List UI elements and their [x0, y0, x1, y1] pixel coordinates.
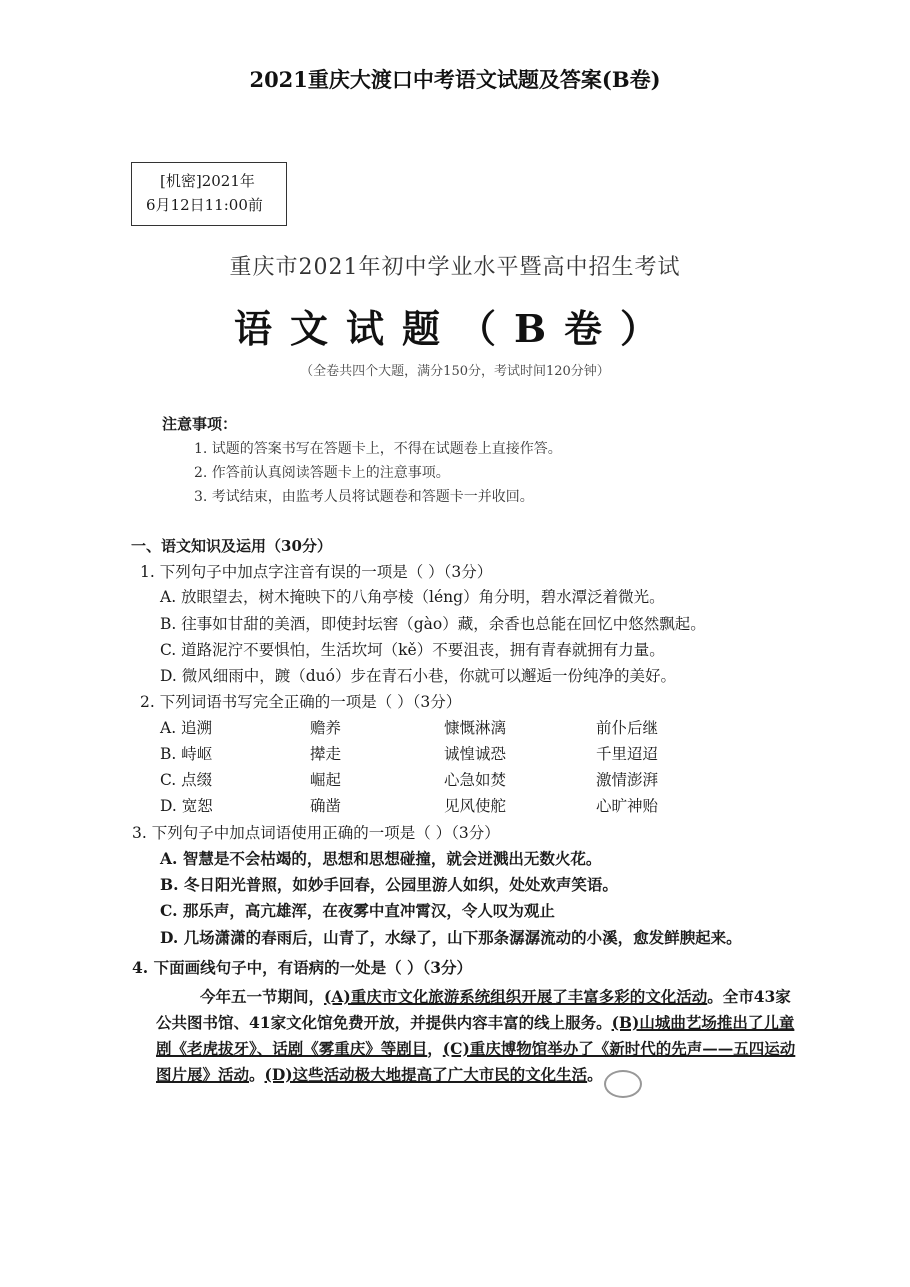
question-2-word: 慷慨淋漓	[444, 719, 507, 737]
question-2-word: 崛起	[310, 771, 342, 789]
passage-text: 。	[249, 1065, 265, 1084]
question-2-word: 千里迢迢	[596, 745, 659, 763]
question-2-word: C. 点缀	[160, 771, 213, 789]
question-3-option-b: B. 冬日阳光普照，如妙手回春，公园里游人如织，处处欢声笑语。	[160, 875, 618, 894]
underlined-sentence-a: (A)重庆市文化旅游系统组织开展了丰富多彩的文化活动	[324, 987, 708, 1006]
question-2-word: A. 追溯	[160, 719, 213, 737]
question-1-option-c: C. 道路泥泞不要惧怕，生活坎坷（kě）不要沮丧，拥有青春就拥有力量。	[160, 641, 665, 659]
question-2-word: 诚惶诚恐	[444, 745, 507, 763]
passage-text: 。	[587, 1065, 603, 1084]
question-3-option-a: A. 智慧是不会枯竭的，思想和思想碰撞，就会迸溅出无数火花。	[160, 849, 602, 868]
passage-text: 今年五一节期间，	[200, 987, 325, 1006]
question-3-option-c: C. 那乐声，高亢雄浑，在夜雾中直冲霄汉，令人叹为观止	[160, 901, 555, 920]
question-1-stem: 1. 下列句子中加点字注音有误的一项是（ ）（3分）	[140, 563, 493, 581]
question-4-passage	[156, 984, 796, 1088]
passage-text: ，	[427, 1039, 443, 1058]
question-2-stem: 2. 下列词语书写完全正确的一项是（ ）（3分）	[140, 693, 462, 711]
question-2-word: 撵走	[310, 745, 342, 763]
note-item: 2. 作答前认真阅读答题卡上的注意事项。	[194, 465, 450, 481]
underlined-sentence-c: (C)重庆博物馆举办了《新时代的先声——五四运动图片展》活动	[156, 1039, 796, 1084]
question-4-stem: 4. 下面画线句子中，有语病的一处是（ ）（3分）	[132, 958, 473, 977]
note-item: 3. 考试结束，由监考人员将试题卷和答题卡一并收回。	[194, 489, 534, 505]
question-2-word: 见风使舵	[444, 797, 507, 815]
question-2-word: 心旷神贻	[596, 797, 659, 815]
pen-circle-mark	[604, 1070, 642, 1098]
notes-heading: 注意事项：	[162, 415, 238, 433]
confidential-line-2: 6月12日11:00前	[146, 196, 263, 214]
underlined-sentence-d: (D)这些活动极大地提高了广大市民的文化生活	[264, 1065, 588, 1084]
question-1-option-a: A. 放眼望去，树木掩映下的八角亭棱（léng）角分明，碧水潭泛着微光。	[160, 588, 665, 606]
question-3-stem: 3. 下列句子中加点词语使用正确的一项是（ ）（3分）	[132, 824, 500, 842]
confidential-line-1: [机密]2021年	[160, 172, 255, 190]
question-2-word: 赡养	[310, 719, 342, 737]
note-item: 1. 试题的答案书写在答题卡上，不得在试题卷上直接作答。	[194, 441, 562, 457]
question-2-word: 激情澎湃	[596, 771, 659, 789]
question-2-word: 确凿	[310, 797, 342, 815]
question-1-option-d: D. 微风细雨中，踱（duó）步在青石小巷，你就可以邂逅一份纯净的美好。	[160, 667, 676, 685]
question-2-word: 心急如焚	[444, 771, 507, 789]
question-2-word: B. 峙岖	[160, 745, 213, 763]
question-2-word: D. 宽恕	[160, 797, 213, 815]
question-3-option-d: D. 几场潇潇的春雨后，山青了，水绿了，山下那条潺潺流动的小溪，愈发鲜腴起来。	[160, 928, 742, 947]
question-1-option-b: B. 往事如甘甜的美酒，即使封坛窖（gào）藏，余香也总能在回忆中悠然飘起。	[160, 615, 706, 633]
exam-name: 重庆市2021年初中学业水平暨高中招生考试	[229, 255, 681, 280]
section-heading: 一、语文知识及运用（30分）	[131, 537, 332, 555]
underlined-sentence-b: (B)山城曲艺场推出了儿童剧《老虎拔牙》、话剧《雾重庆》等剧目	[156, 1013, 795, 1058]
passage-text: 。全市43家公共图书馆、41家文化馆免费开放，并提供内容丰富的线上服务。	[156, 987, 791, 1032]
paper-title: 语文试题（B卷）	[233, 306, 677, 351]
question-2-word: 前仆后继	[596, 719, 659, 737]
paper-info: （全卷共四个大题，满分150分，考试时间120分钟）	[300, 364, 610, 379]
document-title: 2021重庆大渡口中考语文试题及答案(B卷)	[249, 67, 661, 92]
